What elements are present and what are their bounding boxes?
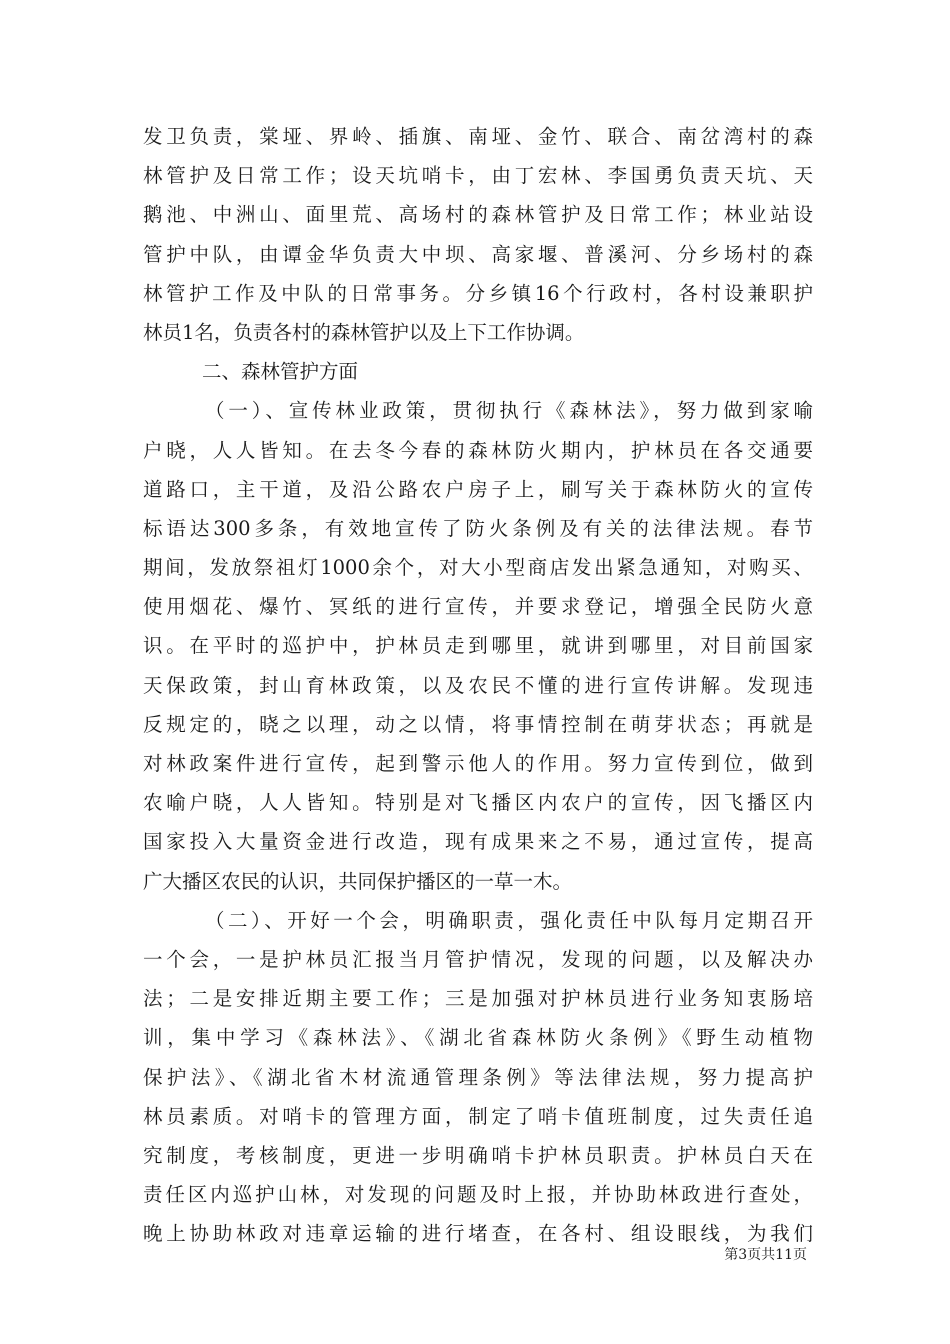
text-line: 天保政策，封山育林政策，以及农民不懂的进行宣传讲解。发现违 (143, 673, 813, 697)
page-number: 第3页共11页 (724, 1247, 807, 1263)
text-line: 法；二是安排近期主要工作；三是加强对护林员进行业务知衷肠培 (143, 987, 813, 1011)
document-body (143, 117, 813, 1253)
text-line: 林员素质。对哨卡的管理方面，制定了哨卡值班制度，过失责任追 (143, 1104, 813, 1128)
text-line: 反规定的，晓之以理，动之以情，将事情控制在萌芽状态；再就是 (143, 712, 813, 736)
text-line: 对林政案件进行宣传，起到警示他人的作用。努力宣传到位，做到 (143, 752, 813, 775)
text-line: 责任区内巡护山林，对发现的问题及时上报，并协助林政进行查处， (143, 1183, 813, 1207)
text-line: （一）、宣传林业政策，贯彻执行《森林法》，努力做到家喻 (205, 399, 813, 423)
text-line: 使用烟花、爆竹、冥纸的进行宣传，并要求登记，增强全民防火意 (143, 595, 813, 619)
text-line: 鹅池、中洲山、面里荒、高场村的森林管护及日常工作；林业站设 (143, 203, 813, 227)
text-line: 广大播区农民的认识，共同保护播区的一草一木。 (143, 869, 573, 893)
text-line: （二）、开好一个会，明确职责，强化责任中队每月定期召开 (205, 908, 813, 932)
text-line: 农喻户晓，人人皆知。特别是对飞播区内农户的宣传，因飞播区内 (143, 791, 813, 815)
text-line: 保护法》、《湖北省木材流通管理条例》等法律法规，努力提高护 (143, 1065, 813, 1089)
text-line: 识。在平时的巡护中，护林员走到哪里，就讲到哪里，对目前国家 (143, 634, 813, 658)
text-line: 发卫负责，棠垭、界岭、插旗、南垭、金竹、联合、南岔湾村的森 (143, 125, 813, 148)
text-line: 林管护工作及中队的日常事务。分乡镇16个行政村，各村设兼职护 (143, 281, 813, 305)
section-heading: 二、森林管护方面 (202, 360, 359, 384)
text-line: 标语达300多条，有效地宣传了防火条例及有关的法律法规。春节 (143, 516, 813, 540)
text-line: 一个会，一是护林员汇报当月管护情况，发现的问题，以及解决办 (143, 947, 813, 971)
text-line: 国家投入大量资金进行改造，现有成果来之不易，通过宣传，提高 (143, 830, 813, 854)
text-line: 道路口，主干道，及沿公路农户房子上，刷写关于森林防火的宣传 (143, 477, 813, 501)
text-line: 管护中队，由谭金华负责大中坝、高家堰、普溪河、分乡场村的森 (143, 242, 813, 266)
text-line: 训，集中学习《森林法》、《湖北省森林防火条例》《野生动植物 (143, 1026, 813, 1050)
text-line: 晚上协助林政对违章运输的进行堵查，在各村、组设眼线，为我们 (143, 1222, 813, 1246)
text-line: 期间，发放祭祖灯1000余个，对大小型商店发出紧急通知，对购买、 (143, 556, 813, 580)
text-line: 究制度，考核制度，更进一步明确哨卡护林员职责。护林员白天在 (143, 1143, 813, 1167)
text-line: 户晓，人人皆知。在去冬今春的森林防火期内，护林员在各交通要 (143, 438, 813, 462)
text-line: 林管护及日常工作；设天坑哨卡，由丁宏林、李国勇负责天坑、天 (143, 164, 813, 188)
text-line: 林员1名，负责各村的森林管护以及上下工作协调。 (143, 320, 585, 344)
